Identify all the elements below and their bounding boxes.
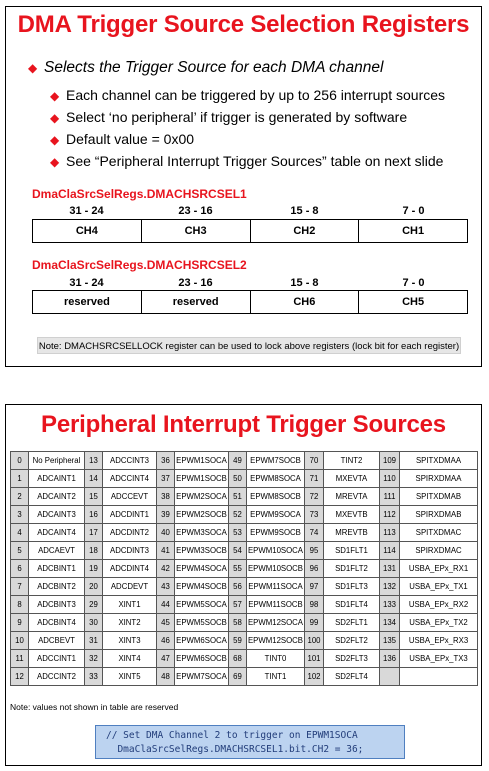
trigger-number-cell: 30	[85, 614, 103, 632]
register-field: CH1	[402, 225, 425, 237]
trigger-source-cell: USBA_EPx_RX2	[400, 596, 478, 614]
trigger-number-cell: 16	[85, 506, 103, 524]
trigger-source-cell: SD2FLT1	[324, 614, 380, 632]
trigger-number-cell: 97	[305, 578, 324, 596]
trigger-number-cell: 33	[85, 668, 103, 686]
trigger-number-cell: 132	[380, 578, 400, 596]
trigger-number-cell: 39	[157, 506, 175, 524]
bit-range: 7 - 0	[402, 277, 425, 289]
trigger-number-cell: 136	[380, 650, 400, 668]
diamond-bullet-icon: ◆	[50, 111, 60, 125]
trigger-number-cell: 57	[229, 596, 247, 614]
trigger-source-cell: EPWM9SOCA	[247, 506, 305, 524]
trigger-number-cell: 14	[85, 470, 103, 488]
trigger-source-cell: EPWM3SOCA	[175, 524, 229, 542]
trigger-source-cell: No Peripheral	[29, 452, 85, 470]
trigger-source-cell: ADCBEVT	[29, 632, 85, 650]
trigger-source-cell: EPWM8SOCB	[247, 488, 305, 506]
trigger-source-cell: XINT3	[103, 632, 157, 650]
trigger-source-cell	[400, 668, 478, 686]
trigger-number-cell: 19	[85, 560, 103, 578]
trigger-number-cell: 44	[157, 596, 175, 614]
register-name: DmaClaSrcSelRegs.DMACHSRCSEL2	[32, 258, 247, 272]
register-field: CH5	[402, 296, 425, 308]
trigger-number-cell: 18	[85, 542, 103, 560]
trigger-source-cell: ADCDEVT	[103, 578, 157, 596]
slide-peripheral-trigger-sources	[5, 404, 482, 766]
trigger-number-cell: 43	[157, 578, 175, 596]
trigger-source-cell: ADCDINT4	[103, 560, 157, 578]
trigger-source-cell: EPWM1SOCB	[175, 470, 229, 488]
bit-range-row	[32, 277, 468, 291]
trigger-source-cell: SD1FLT3	[324, 578, 380, 596]
bit-range: 23 - 16	[178, 205, 213, 217]
trigger-source-cell: SPIRXDMAB	[400, 506, 478, 524]
trigger-source-cell: XINT2	[103, 614, 157, 632]
sub-bullet	[50, 87, 445, 103]
trigger-source-cell: EPWM1SOCA	[175, 452, 229, 470]
trigger-source-cell: ADCDINT1	[103, 506, 157, 524]
trigger-source-cell: EPWM3SOCB	[175, 542, 229, 560]
slide-dma-trigger-registers	[5, 6, 482, 367]
trigger-source-cell: SPIRXDMAC	[400, 542, 478, 560]
trigger-number-cell: 4	[11, 524, 29, 542]
code-example	[95, 725, 405, 759]
sub-bullet-text: Each channel can be triggered by up to 256 interrupt sources	[66, 87, 446, 103]
trigger-number-cell: 113	[380, 524, 400, 542]
trigger-source-cell: TINT1	[247, 668, 305, 686]
table-row	[11, 488, 478, 506]
trigger-source-cell: ADCBINT2	[29, 578, 85, 596]
trigger-number-cell: 101	[305, 650, 324, 668]
trigger-source-cell: ADCAINT1	[29, 470, 85, 488]
main-bullet-text: Selects the Trigger Source for each DMA channel	[44, 59, 384, 76]
sub-bullet	[50, 131, 194, 147]
trigger-number-cell: 20	[85, 578, 103, 596]
register-fields	[32, 219, 468, 243]
trigger-number-cell: 69	[229, 668, 247, 686]
trigger-source-cell: SPIRXDMAA	[400, 470, 478, 488]
code-comment: // Set DMA Channel 2 to trigger on EPWM1SOCA	[106, 730, 358, 741]
trigger-source-cell: ADCAINT2	[29, 488, 85, 506]
trigger-source-cell: EPWM4SOCB	[175, 578, 229, 596]
trigger-source-cell: MXEVTB	[324, 506, 380, 524]
trigger-number-cell: 49	[229, 452, 247, 470]
table-row	[11, 470, 478, 488]
code-line: DmaClaSrcSelRegs.DMACHSRCSEL1.bit.CH2 = 36;	[106, 744, 364, 755]
bit-range: 7 - 0	[402, 205, 425, 217]
trigger-number-cell: 50	[229, 470, 247, 488]
trigger-source-cell: EPWM9SOCB	[247, 524, 305, 542]
lock-note: Note: DMACHSRCSELLOCK register can be used to lock above registers (lock bit for each register)	[37, 337, 461, 354]
trigger-number-cell: 68	[229, 650, 247, 668]
trigger-number-cell: 58	[229, 614, 247, 632]
trigger-number-cell: 2	[11, 488, 29, 506]
trigger-source-cell: EPWM5SOCB	[175, 614, 229, 632]
trigger-number-cell: 111	[380, 488, 400, 506]
trigger-number-cell: 74	[305, 524, 324, 542]
trigger-number-cell: 96	[305, 560, 324, 578]
table-row	[11, 524, 478, 542]
trigger-source-cell: MXEVTA	[324, 470, 380, 488]
trigger-number-cell: 47	[157, 650, 175, 668]
trigger-source-cell: EPWM11SOCA	[247, 578, 305, 596]
trigger-source-table	[10, 451, 478, 686]
trigger-source-cell: EPWM11SOCB	[247, 596, 305, 614]
trigger-source-cell: USBA_EPx_RX1	[400, 560, 478, 578]
bit-range: 31 - 24	[69, 277, 104, 289]
trigger-number-cell	[380, 668, 400, 686]
trigger-source-cell: SPITXDMAA	[400, 452, 478, 470]
table-row	[11, 542, 478, 560]
table-row	[11, 632, 478, 650]
trigger-source-cell: ADCCINT2	[29, 668, 85, 686]
diamond-bullet-icon: ◆	[50, 133, 60, 147]
trigger-source-cell: USBA_EPx_RX3	[400, 632, 478, 650]
trigger-number-cell: 29	[85, 596, 103, 614]
trigger-source-cell: SD1FLT1	[324, 542, 380, 560]
trigger-number-cell: 99	[305, 614, 324, 632]
diamond-bullet-icon: ◆	[50, 155, 60, 169]
trigger-source-cell: EPWM10SOCB	[247, 560, 305, 578]
bit-range-row	[32, 205, 468, 219]
trigger-number-cell: 131	[380, 560, 400, 578]
trigger-source-cell: ADCCINT3	[103, 452, 157, 470]
trigger-source-cell: EPWM4SOCA	[175, 560, 229, 578]
sub-bullet-text: Select ‘no peripheral’ if trigger is generated by software	[66, 109, 408, 125]
trigger-number-cell: 0	[11, 452, 29, 470]
table-row	[11, 614, 478, 632]
table-row	[11, 668, 478, 686]
trigger-number-cell: 110	[380, 470, 400, 488]
trigger-source-cell: USBA_EPx_TX1	[400, 578, 478, 596]
trigger-number-cell: 59	[229, 632, 247, 650]
trigger-number-cell: 133	[380, 596, 400, 614]
trigger-source-cell: ADCBINT4	[29, 614, 85, 632]
trigger-number-cell: 55	[229, 560, 247, 578]
trigger-number-cell: 11	[11, 650, 29, 668]
register-field: CH6	[251, 291, 360, 313]
trigger-source-cell: ADCBINT3	[29, 596, 85, 614]
trigger-source-cell: ADCAINT4	[29, 524, 85, 542]
trigger-source-cell: EPWM2SOCA	[175, 488, 229, 506]
trigger-source-cell: SD2FLT3	[324, 650, 380, 668]
trigger-source-cell: MREVTA	[324, 488, 380, 506]
trigger-source-cell: ADCCINT4	[103, 470, 157, 488]
trigger-source-cell: EPWM7SOCA	[175, 668, 229, 686]
trigger-number-cell: 8	[11, 596, 29, 614]
table-row	[11, 578, 478, 596]
trigger-number-cell: 31	[85, 632, 103, 650]
register-field: reserved	[142, 291, 251, 313]
trigger-number-cell: 56	[229, 578, 247, 596]
trigger-source-cell: USBA_EPx_TX3	[400, 650, 478, 668]
trigger-source-cell: ADCCINT1	[29, 650, 85, 668]
trigger-number-cell: 70	[305, 452, 324, 470]
trigger-number-cell: 51	[229, 488, 247, 506]
trigger-source-cell: SD1FLT4	[324, 596, 380, 614]
trigger-number-cell: 98	[305, 596, 324, 614]
register-field: CH3	[142, 220, 251, 242]
trigger-source-cell: ADCAINT3	[29, 506, 85, 524]
trigger-number-cell: 134	[380, 614, 400, 632]
slide-title: Peripheral Interrupt Trigger Sources	[41, 411, 446, 438]
trigger-number-cell: 17	[85, 524, 103, 542]
trigger-number-cell: 42	[157, 560, 175, 578]
trigger-number-cell: 95	[305, 542, 324, 560]
trigger-source-cell: MREVTB	[324, 524, 380, 542]
trigger-number-cell: 46	[157, 632, 175, 650]
register-field: CH4	[33, 220, 142, 242]
trigger-number-cell: 12	[11, 668, 29, 686]
trigger-number-cell: 5	[11, 542, 29, 560]
diamond-bullet-icon: ◆	[50, 89, 60, 103]
trigger-source-cell: TINT2	[324, 452, 380, 470]
trigger-number-cell: 135	[380, 632, 400, 650]
trigger-number-cell: 7	[11, 578, 29, 596]
table-note: Note: values not shown in table are reserved	[10, 702, 179, 712]
register-field: CH2	[251, 220, 360, 242]
trigger-number-cell: 6	[11, 560, 29, 578]
trigger-number-cell: 13	[85, 452, 103, 470]
trigger-number-cell: 40	[157, 524, 175, 542]
register-field: reserved	[33, 291, 142, 313]
trigger-number-cell: 32	[85, 650, 103, 668]
sub-bullet	[50, 109, 407, 125]
register-name: DmaClaSrcSelRegs.DMACHSRCSEL1	[32, 187, 247, 201]
trigger-source-cell: XINT4	[103, 650, 157, 668]
trigger-number-cell: 71	[305, 470, 324, 488]
trigger-number-cell: 15	[85, 488, 103, 506]
trigger-number-cell: 48	[157, 668, 175, 686]
table-row	[11, 506, 478, 524]
trigger-number-cell: 53	[229, 524, 247, 542]
trigger-source-cell: EPWM7SOCB	[247, 452, 305, 470]
trigger-source-cell: EPWM6SOCB	[175, 650, 229, 668]
trigger-source-cell: EPWM5SOCA	[175, 596, 229, 614]
trigger-number-cell: 45	[157, 614, 175, 632]
trigger-source-cell: ADCBINT1	[29, 560, 85, 578]
table-row	[11, 452, 478, 470]
trigger-number-cell: 102	[305, 668, 324, 686]
bit-range: 15 - 8	[290, 205, 319, 217]
trigger-source-cell: EPWM12SOCB	[247, 632, 305, 650]
trigger-source-cell: SPITXDMAC	[400, 524, 478, 542]
trigger-source-cell: USBA_EPx_TX2	[400, 614, 478, 632]
bit-range: 31 - 24	[69, 205, 104, 217]
trigger-source-cell: EPWM10SOCA	[247, 542, 305, 560]
trigger-source-cell: EPWM8SOCA	[247, 470, 305, 488]
trigger-source-cell: EPWM2SOCB	[175, 506, 229, 524]
trigger-number-cell: 41	[157, 542, 175, 560]
trigger-source-cell: SD2FLT4	[324, 668, 380, 686]
trigger-number-cell: 109	[380, 452, 400, 470]
trigger-source-cell: EPWM6SOCA	[175, 632, 229, 650]
trigger-number-cell: 1	[11, 470, 29, 488]
trigger-number-cell: 38	[157, 488, 175, 506]
trigger-source-cell: ADCCEVT	[103, 488, 157, 506]
table-row	[11, 596, 478, 614]
trigger-source-cell: SPITXDMAB	[400, 488, 478, 506]
slide-title: DMA Trigger Source Selection Registers	[17, 11, 470, 38]
trigger-source-cell: XINT5	[103, 668, 157, 686]
trigger-source-cell: ADCDINT2	[103, 524, 157, 542]
trigger-number-cell: 100	[305, 632, 324, 650]
trigger-number-cell: 3	[11, 506, 29, 524]
table-row	[11, 560, 478, 578]
register-fields	[32, 290, 468, 314]
sub-bullet-text: See “Peripheral Interrupt Trigger Sources” table on next slide	[66, 153, 444, 169]
diamond-bullet-icon: ◆	[28, 61, 38, 75]
sub-bullet-text: Default value = 0x00	[66, 131, 195, 147]
trigger-number-cell: 36	[157, 452, 175, 470]
trigger-number-cell: 10	[11, 632, 29, 650]
trigger-number-cell: 72	[305, 488, 324, 506]
main-bullet	[28, 59, 383, 77]
trigger-source-cell: SD1FLT2	[324, 560, 380, 578]
trigger-number-cell: 112	[380, 506, 400, 524]
bit-range: 15 - 8	[290, 277, 319, 289]
sub-bullet	[50, 153, 443, 169]
trigger-number-cell: 114	[380, 542, 400, 560]
trigger-source-cell: TINT0	[247, 650, 305, 668]
trigger-source-cell: XINT1	[103, 596, 157, 614]
trigger-number-cell: 73	[305, 506, 324, 524]
trigger-source-cell: ADCAEVT	[29, 542, 85, 560]
trigger-number-cell: 9	[11, 614, 29, 632]
trigger-number-cell: 52	[229, 506, 247, 524]
table-row	[11, 650, 478, 668]
trigger-number-cell: 54	[229, 542, 247, 560]
trigger-source-cell: ADCDINT3	[103, 542, 157, 560]
bit-range: 23 - 16	[178, 277, 213, 289]
trigger-source-cell: EPWM12SOCA	[247, 614, 305, 632]
trigger-number-cell: 37	[157, 470, 175, 488]
trigger-source-cell: SD2FLT2	[324, 632, 380, 650]
